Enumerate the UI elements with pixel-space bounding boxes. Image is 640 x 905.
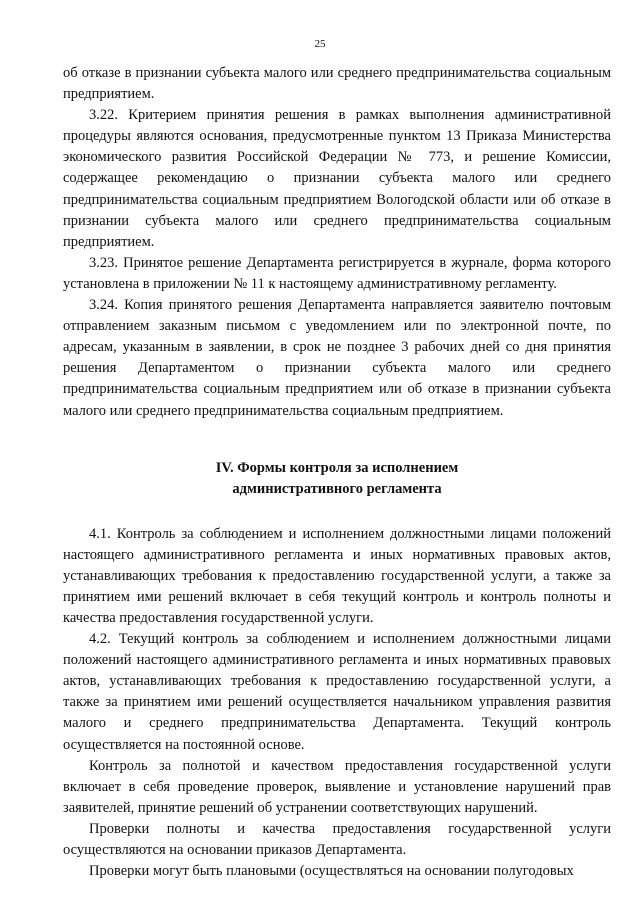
- section-heading-line-1: IV. Формы контроля за исполнением: [215, 459, 459, 476]
- paragraph-checks-types: Проверки могут быть плановыми (осуществляться на основании полугодовых: [89, 863, 574, 880]
- page-number: 25: [314, 38, 326, 50]
- paragraph-checks-basis: Проверки полноты и качества предоставления государственной услуги осуществляются на основании приказов Департамента.: [63, 820, 611, 858]
- section-heading-line-2: административного регламента: [232, 480, 442, 497]
- paragraph-intro: об отказе в признании субъекта малого или среднего предпринимательства социальным предприятием.: [63, 65, 611, 103]
- paragraph-4-1: 4.1. Контроль за соблюдением и исполнением должностными лицами положений настоящего административного регламента и иных нормативных правовых актов, устанавливающих требования к предоставлению государственной услуги, а также за принятием ими решений включает в себя текущий контроль и контроль полноты и качества предоставления государственной услуги.: [63, 525, 611, 626]
- paragraph-3-23: 3.23. Принятое решение Департамента регистрируется в журнале, форма которого установлена в приложении № 11 к настоящему административному регламенту.: [63, 254, 611, 292]
- paragraph-3-22: 3.22. Критерием принятия решения в рамках выполнения административной процедуры являются основания, предусмотренные пунктом 13 Приказа Министерства экономического развития Российской Федерации № 773, и решение Комиссии, содержащее рекомендацию о признании субъекта малого или среднего предпринимательства социальным предприятием Вологодской области или об отказе в признании субъекта малого или среднего предпринимательства социальным предприятием.: [63, 107, 611, 250]
- paragraph-4-2: 4.2. Текущий контроль за соблюдением и исполнением должностными лицами положений настоящего административного регламента и иных нормативных правовых актов, устанавливающих требования к предоставлению государственной услуги, а также за принятием ими решений осуществляется начальником управления развития малого и среднего предпринимательства Департамента. Текущий контроль осуществляется на постоянной основе.: [63, 631, 611, 753]
- paragraph-3-24: 3.24. Копия принятого решения Департамента направляется заявителю почтовым отправлением заказным письмом с уведомлением или по электронной почте, по адресам, указанным в заявлении, в срок не позднее 3 рабочих дней со дня принятия решения Департаментом о признании субъекта малого или среднего предпринимательства социальным предприятием или об отказе в признании субъекта малого или среднего предпринимательства социальным предприятием.: [63, 297, 611, 419]
- document-body: [63, 63, 611, 882]
- section-heading: [63, 458, 611, 500]
- paragraph-control: Контроль за полнотой и качеством предоставления государственной услуги включает в себя проведение проверок, выявление и установление нарушений прав заявителей, принятие решений об устранении соответствующих нарушений.: [63, 757, 611, 816]
